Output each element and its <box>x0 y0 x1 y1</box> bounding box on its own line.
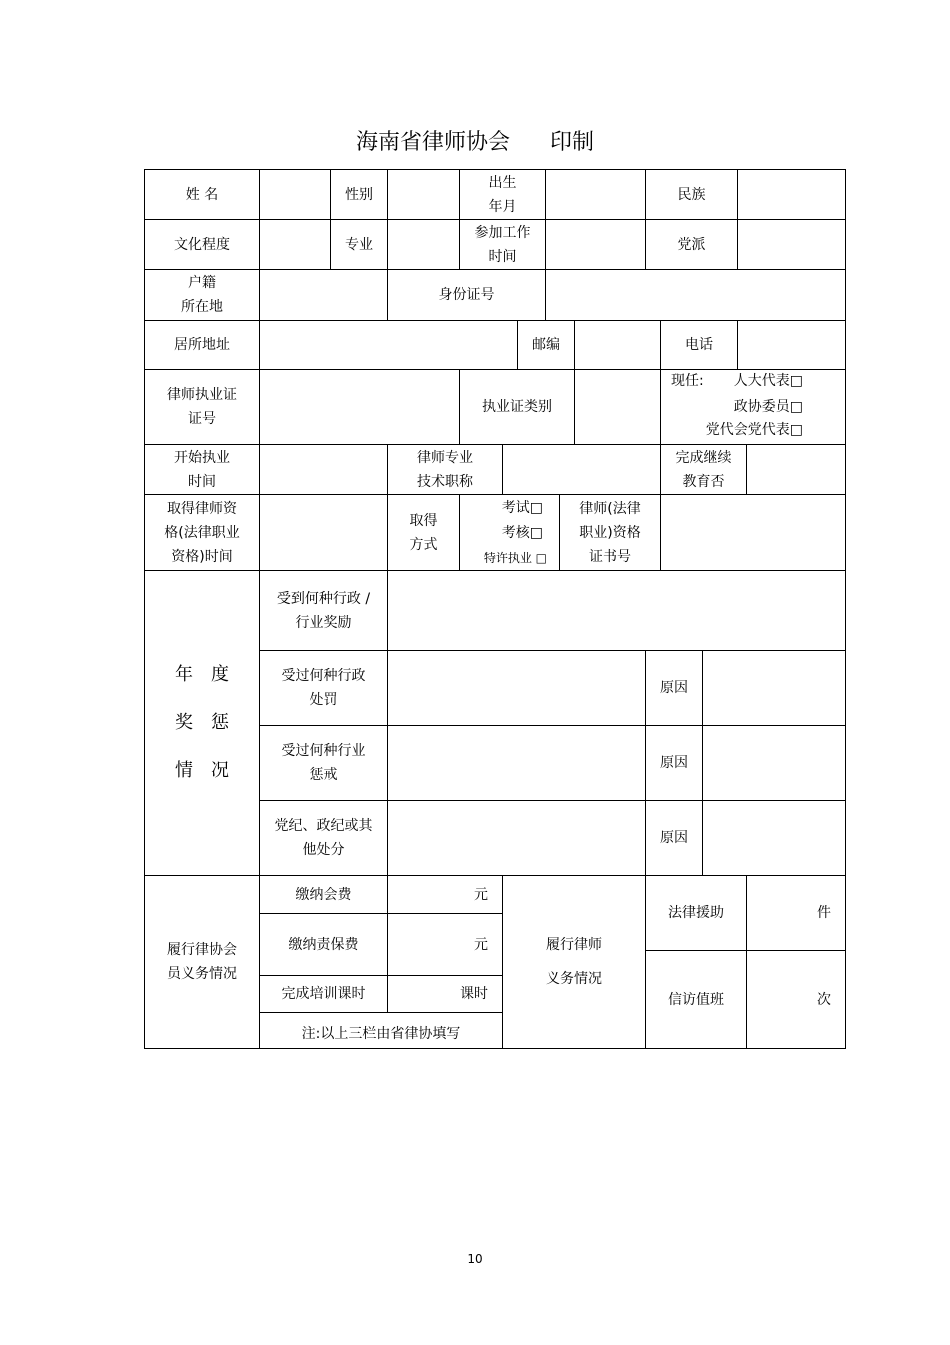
assessment-checkbox[interactable]: 考核□ <box>501 525 543 541</box>
special-checkbox[interactable]: 特许执业 □ <box>483 551 547 565</box>
ethnicity-value[interactable] <box>738 170 846 220</box>
license-no-value[interactable] <box>260 370 460 445</box>
address-label: 居所地址 <box>145 321 260 370</box>
training-value[interactable]: 课时 <box>388 976 503 1013</box>
cert-no-value[interactable] <box>661 495 846 571</box>
industry-penalty-value[interactable] <box>388 726 646 801</box>
ethnicity-label: 民族 <box>646 170 738 220</box>
acquire-method-label: 取得 方式 <box>388 495 460 571</box>
legal-aid-label: 法律援助 <box>646 876 747 951</box>
award-label: 受到何种行政 / 行业奖励 <box>260 571 388 651</box>
gender-value[interactable] <box>388 170 460 220</box>
license-no-label: 律师执业证 证号 <box>145 370 260 445</box>
id-label: 身份证号 <box>388 270 546 321</box>
birth-label: 出生 年月 <box>460 170 546 220</box>
insurance-value[interactable]: 元 <box>388 914 503 976</box>
cppcc-checkbox[interactable]: 政协委员□ <box>733 399 803 415</box>
cont-edu-label: 完成继续 教育否 <box>661 445 747 495</box>
practice-start-label: 开始执业 时间 <box>145 445 260 495</box>
discipline-reason-label: 原因 <box>646 801 703 876</box>
admin-penalty-reason-label: 原因 <box>646 651 703 726</box>
acquire-method-options <box>460 495 560 571</box>
page-title <box>0 125 950 156</box>
qualification-time-label: 取得律师资 格(法律职业 资格)时间 <box>145 495 260 571</box>
party-congress-checkbox[interactable]: 党代会党代表□ <box>705 422 803 438</box>
prof-title-value[interactable] <box>503 445 661 495</box>
annual-rewards-label: 年 度 奖 惩 情 况 <box>145 571 260 876</box>
qualification-time-value[interactable] <box>260 495 388 571</box>
name-label: 姓 名 <box>145 170 260 220</box>
address-value[interactable] <box>260 321 518 370</box>
industry-penalty-reason-label: 原因 <box>646 726 703 801</box>
current-title-label: 现任: <box>671 373 704 389</box>
birth-value[interactable] <box>546 170 646 220</box>
phone-label: 电话 <box>661 321 738 370</box>
admin-penalty-value[interactable] <box>388 651 646 726</box>
id-value[interactable] <box>546 270 846 321</box>
cont-edu-value[interactable] <box>747 445 846 495</box>
prof-title-label: 律师专业 技术职称 <box>388 445 503 495</box>
education-value[interactable] <box>260 220 331 270</box>
education-label: 文化程度 <box>145 220 260 270</box>
party-value[interactable] <box>738 220 846 270</box>
license-type-value[interactable] <box>575 370 661 445</box>
npc-checkbox[interactable]: 人大代表□ <box>733 373 803 389</box>
major-value[interactable] <box>388 220 460 270</box>
postcode-value[interactable] <box>575 321 661 370</box>
fee-label: 缴纳会费 <box>260 876 388 914</box>
duty-lawyer-label: 履行律师 义务情况 <box>503 876 646 1049</box>
major-label: 专业 <box>331 220 388 270</box>
training-label: 完成培训课时 <box>260 976 388 1013</box>
exam-checkbox[interactable]: 考试□ <box>501 500 543 516</box>
petition-value[interactable]: 次 <box>747 951 846 1049</box>
work-start-label: 参加工作 时间 <box>460 220 546 270</box>
org-name: 海南省律师协会 <box>355 130 510 155</box>
admin-penalty-label: 受过何种行政 处罚 <box>260 651 388 726</box>
page-number: 10 <box>467 1252 483 1266</box>
legal-aid-value[interactable]: 件 <box>747 876 846 951</box>
name-value[interactable] <box>260 170 331 220</box>
admin-penalty-reason-value[interactable] <box>703 651 846 726</box>
fee-note: 注:以上三栏由省律协填写 <box>260 1013 503 1049</box>
registration-form <box>144 169 846 1049</box>
discipline-reason-value[interactable] <box>703 801 846 876</box>
award-value[interactable] <box>388 571 846 651</box>
industry-penalty-label: 受过何种行业 惩戒 <box>260 726 388 801</box>
phone-value[interactable] <box>738 321 846 370</box>
postcode-label: 邮编 <box>518 321 575 370</box>
cert-no-label: 律师(法律 职业)资格 证书号 <box>560 495 661 571</box>
license-type-label: 执业证类别 <box>460 370 575 445</box>
party-label: 党派 <box>646 220 738 270</box>
household-value[interactable] <box>260 270 388 321</box>
print-suffix: 印制 <box>550 130 595 155</box>
insurance-label: 缴纳责保费 <box>260 914 388 976</box>
practice-start-value[interactable] <box>260 445 388 495</box>
gender-label: 性别 <box>331 170 388 220</box>
current-title-cell <box>661 370 846 445</box>
discipline-value[interactable] <box>388 801 646 876</box>
discipline-label: 党纪、政纪或其 他处分 <box>260 801 388 876</box>
duty-member-label: 履行律协会 员义务情况 <box>145 876 260 1049</box>
household-label: 户籍 所在地 <box>145 270 260 321</box>
petition-label: 信访值班 <box>646 951 747 1049</box>
work-start-value[interactable] <box>546 220 646 270</box>
industry-penalty-reason-value[interactable] <box>703 726 846 801</box>
fee-value[interactable]: 元 <box>388 876 503 914</box>
